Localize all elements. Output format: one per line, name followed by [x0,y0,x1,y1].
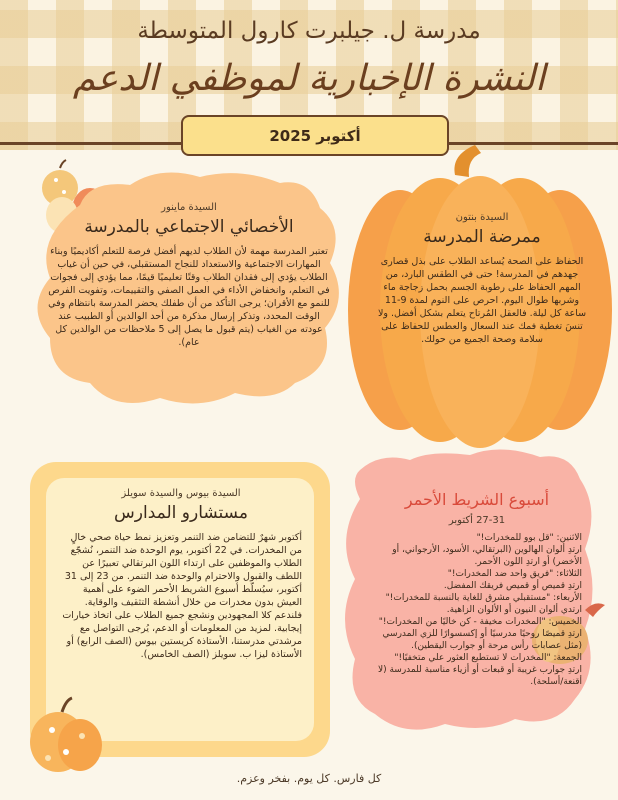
counselors-role: مستشارو المدارس [114,503,248,523]
school-name: مدرسة ل. جيلبرت كارول المتوسطة [137,18,481,44]
counselors-names: السيدة بيوس والسيدة سويلز [121,488,241,499]
social-worker-section [48,202,330,349]
social-worker-role: الأخصائي الاجتماعي بالمدرسة [84,217,294,237]
red-ribbon-title: أسبوع الشريط الأحمر [404,490,550,509]
day-item: ارتدِ قميصًا روحيًا مدرسيًا أو إكسسوارًا للزي المدرسي (مثل عصابات رأس مرحة أو جوارب اليقطين). [382,629,582,651]
nurse-section [376,212,588,346]
day-item: ارتدِ ألوان الهالوين (البرتقالي، الأسود، الأرجواني، أو الأخضر) أو ارتدِ اللون الأحمر. [392,545,582,567]
day-item: الجمعة: "المخدرات لا تستطيع العثور علي متخفيًا!" [394,653,582,663]
counselors-body: أكتوبر شهرٌ للتضامن ضد التنمر وتعزيز نمط حياة صحي خالٍ من المخدرات. في 22 أكتوبر، يوم الوحدة ضد التنمر، نُشجّع الطلاب والموظفين على ارتداء اللون البرتقالي تعبيرًا عن اللطف والقبول والاحترام والوحدة ضد التنمر. من 23 إلى 31 أكتوبر، سيُسلّط أسبوع الشريط الأحمر الضوء على أهمية العيش بدون مخدرات من خلال أنشطة التثقيف والوقاية. فلندعم كلا المجهودين ونشجع جميع الطلاب على اتخاذ خيارات إيجابية. لمزيد من المعلومات أو الدعم، يُرجى التواصل مع مرشدتي مدرستنا، الأستاذة كريستين بيوس (الصف الرابع) أو الأستاذة ليزا ب. سويلز (الصف الخامس). [62,532,302,660]
day-item: ارتدِ جوارب غريبة أو قبعات أو أزياء مناسبة للمدرسة (لا أقنعة/أسلحة). [377,665,582,687]
day-item: الأربعاء: "مستقبلي مشرق للغاية بالنسبة للمخدرات!" [385,593,582,603]
counselors-section [60,488,302,661]
red-ribbon-dates: 27-31 أكتوبر [448,515,506,526]
nurse-name: السيدة بنتون [455,212,509,223]
footer-motto: كل فارس. كل يوم. بفخر وعزم. [236,772,382,785]
nurse-body: الحفاظ على الصحة يُساعد الطلاب على بذل قصارى جهدهم في المدرسة! حتى في الطقس البارد، من المهم الحفاظ على رطوبة الجسم بحمل زجاجة ماء وشربها طوال اليوم. احرص على النوم لمدة 9-11 ساعة كل ليلة. فالعقل المُرتاح يتعلم بشكل أفضل. ولا تنسَ تغطية فمك عند السعال والعطس للحفاظ على سلامة وصحة الجميع من حولك. [377,256,587,345]
social-worker-name: السيدة ماينور [161,202,217,213]
red-ribbon-days [372,532,582,688]
red-ribbon-section [372,486,582,688]
nurse-role: ممرضة المدرسة [423,227,541,247]
day-item: ارتدي ألوان النيون أو الألوان الزاهية. [446,605,582,615]
social-worker-body: تعتبر المدرسة مهمة لأن الطلاب لديهم أفضل فرصة للتعلم أكاديميًا وبناء المهارات الاجتماعية والاستعداد للنجاح المستقبلي، في حين أن غياب الطلاب يؤدي إلى فقدان الطلاب وقتًا تعليميًا قيمًا، مما يؤدي إلى فجوات في التعلم، وانخفاض الأداء في العمل الصفي والتقييمات، وتفويت الفرص للنمو مع الأقران؛ يرجى التأكد من أن طفلك يحضر المدرسة بانتظام وفي الوقت المحدد، وتذكر إرسال مذكرة من أحد الوالدين أو الطبيب عند عودته من الغياب (يتم قبول ما يصل إلى 5 ملاحظات من الوالدين كل عام). [48,246,330,348]
date-badge: أكتوبر 2025 [181,115,449,156]
day-item: الاثنين: "قل بوو للمخدرات!" [476,533,582,543]
newsletter-title: النشرة الإخبارية لموظفي الدعم [72,58,546,99]
day-item: ارتدِ قميص أو قميص فريقك المفضل. [443,581,582,591]
day-item: الخميس: "المخدرات مخيفة - كن خاليًا من المخدرات!" [378,617,582,627]
day-item: الثلاثاء: "فريق واحد ضد المخدرات!" [447,569,582,579]
